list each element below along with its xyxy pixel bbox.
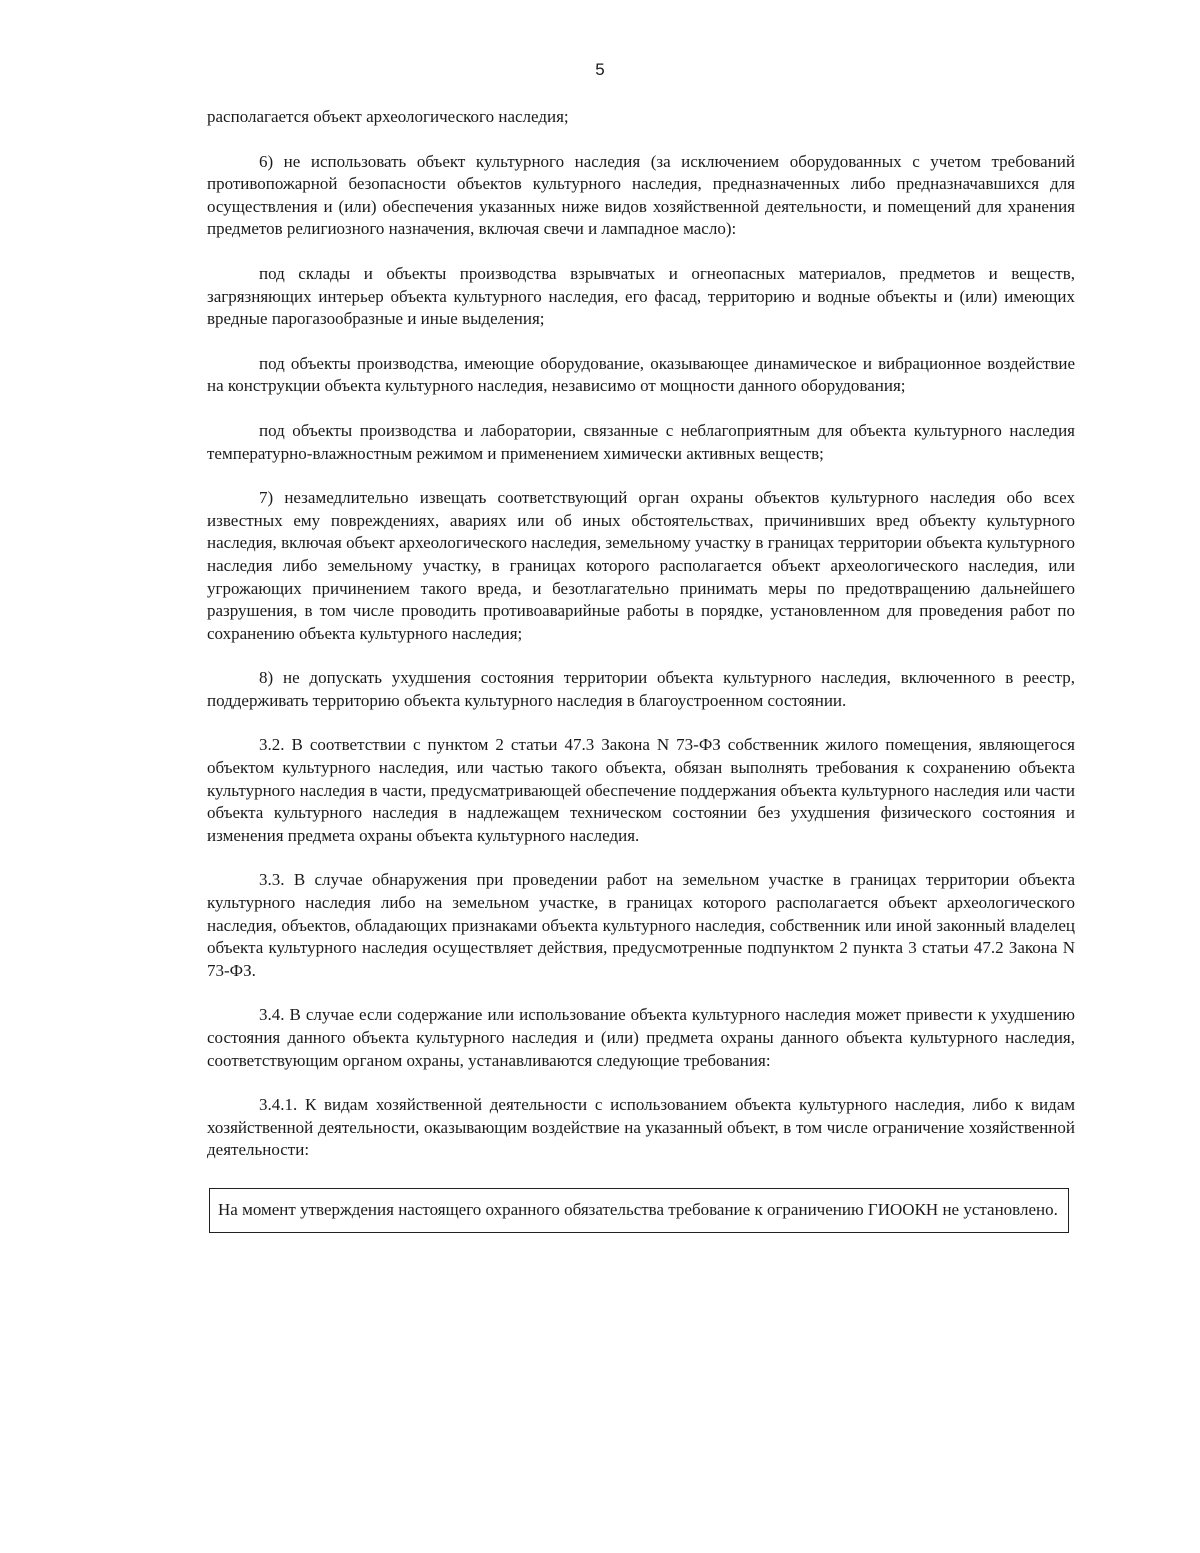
paragraph-continuation: располагается объект археологического наследия; [207, 107, 569, 126]
paragraph-production-equipment: под объекты производства, имеющие оборудование, оказывающее динамическое и вибрационное воздействие на конструкции объекта культурного наследия, независимо от мощности данного оборудования; [207, 353, 1075, 396]
page-number: 5 [595, 60, 605, 79]
notice-text: На момент утверждения настоящего охранного обязательства требование к ограничению ГИООКН не установлено. [218, 1199, 1058, 1219]
paragraph-item-8: 8) не допускать ухудшения состояния территории объекта культурного наследия, включенного в реестр, поддерживать территорию объекта культурного наследия в благоустроенном состоянии. [207, 668, 1075, 710]
paragraph-item-6: 6) не использовать объект культурного наследия (за исключением оборудованных с учетом требований противопожарной безопасности объектов культурного наследия, предназначенных либо предназначавшихся для осуществления и (или) обеспечения указанных ниже видов хозяйственной деятельности, и помещений для хранения предметов религиозного назначения, включая свечи и лампадное масло): [207, 151, 1075, 239]
document-body [207, 106, 1075, 1233]
paragraph-3-4: 3.4. В случае если содержание или использование объекта культурного наследия может привести к ухудшению состояния данного объекта культурного наследия и (или) предмета охраны данного объекта культурного наследия, соответствующим органом охраны, устанавливаются следующие требования: [207, 1005, 1075, 1070]
paragraph-laboratories: под объекты производства и лаборатории, связанные с неблагоприятным для объекта культурного наследия температурно-влажностным режимом и применением химически активных веществ; [207, 420, 1075, 463]
paragraph-3-3: 3.3. В случае обнаружения при проведении работ на земельном участке в границах территории объекта культурного наследия либо на земельном участке, в границах которого располагается объект археологического наследия, объектов, обладающих признаками объекта культурного наследия, собственник или иной законный владелец объекта культурного наследия осуществляет действия, предусмотренные подпунктом 2 пункта 3 статьи 47.2 Закона N 73-ФЗ. [207, 870, 1075, 980]
paragraph-item-7: 7) незамедлительно извещать соответствующий орган охраны объектов культурного наследия обо всех известных ему повреждениях, авариях или об иных обстоятельствах, причинивших вред объекту культурного наследия, включая объект археологического наследия, земельному участку в границах территории объекта культурного наследия либо земельному участку, в границах которого располагается объект археологического наследия, или угрожающих причинением такого вреда, и безотлагательно принимать меры по предотвращению дальнейшего разрушения, в том числе проводить противоаварийные работы в порядке, установленном для проведения работ по сохранению объекта культурного наследия; [207, 488, 1075, 643]
paragraph-warehouses: под склады и объекты производства взрывчатых и огнеопасных материалов, предметов и веществ, загрязняющих интерьер объекта культурного наследия, его фасад, территорию и водные объекты и (или) имеющих вредные парогазообразные и иные выделения; [207, 263, 1075, 329]
paragraph-3-2: 3.2. В соответствии с пунктом 2 статьи 47.3 Закона N 73-ФЗ собственник жилого помещения, являющегося объектом культурного наследия, или частью такого объекта, обязан выполнять требования к сохранению объекта культурного наследия в части, предусматривающей обеспечение поддержания объекта культурного наследия или части объекта культурного наследия в надлежащем техническом состоянии без ухудшения физического состояния и изменения предмета охраны объекта культурного наследия. [207, 735, 1075, 845]
paragraph-3-4-1: 3.4.1. К видам хозяйственной деятельности с использованием объекта культурного наследия, либо к видам хозяйственной деятельности, оказывающим воздействие на указанный объект, в том числе ограничение хозяйственной деятельности: [207, 1095, 1075, 1160]
notice-box [209, 1188, 1069, 1233]
